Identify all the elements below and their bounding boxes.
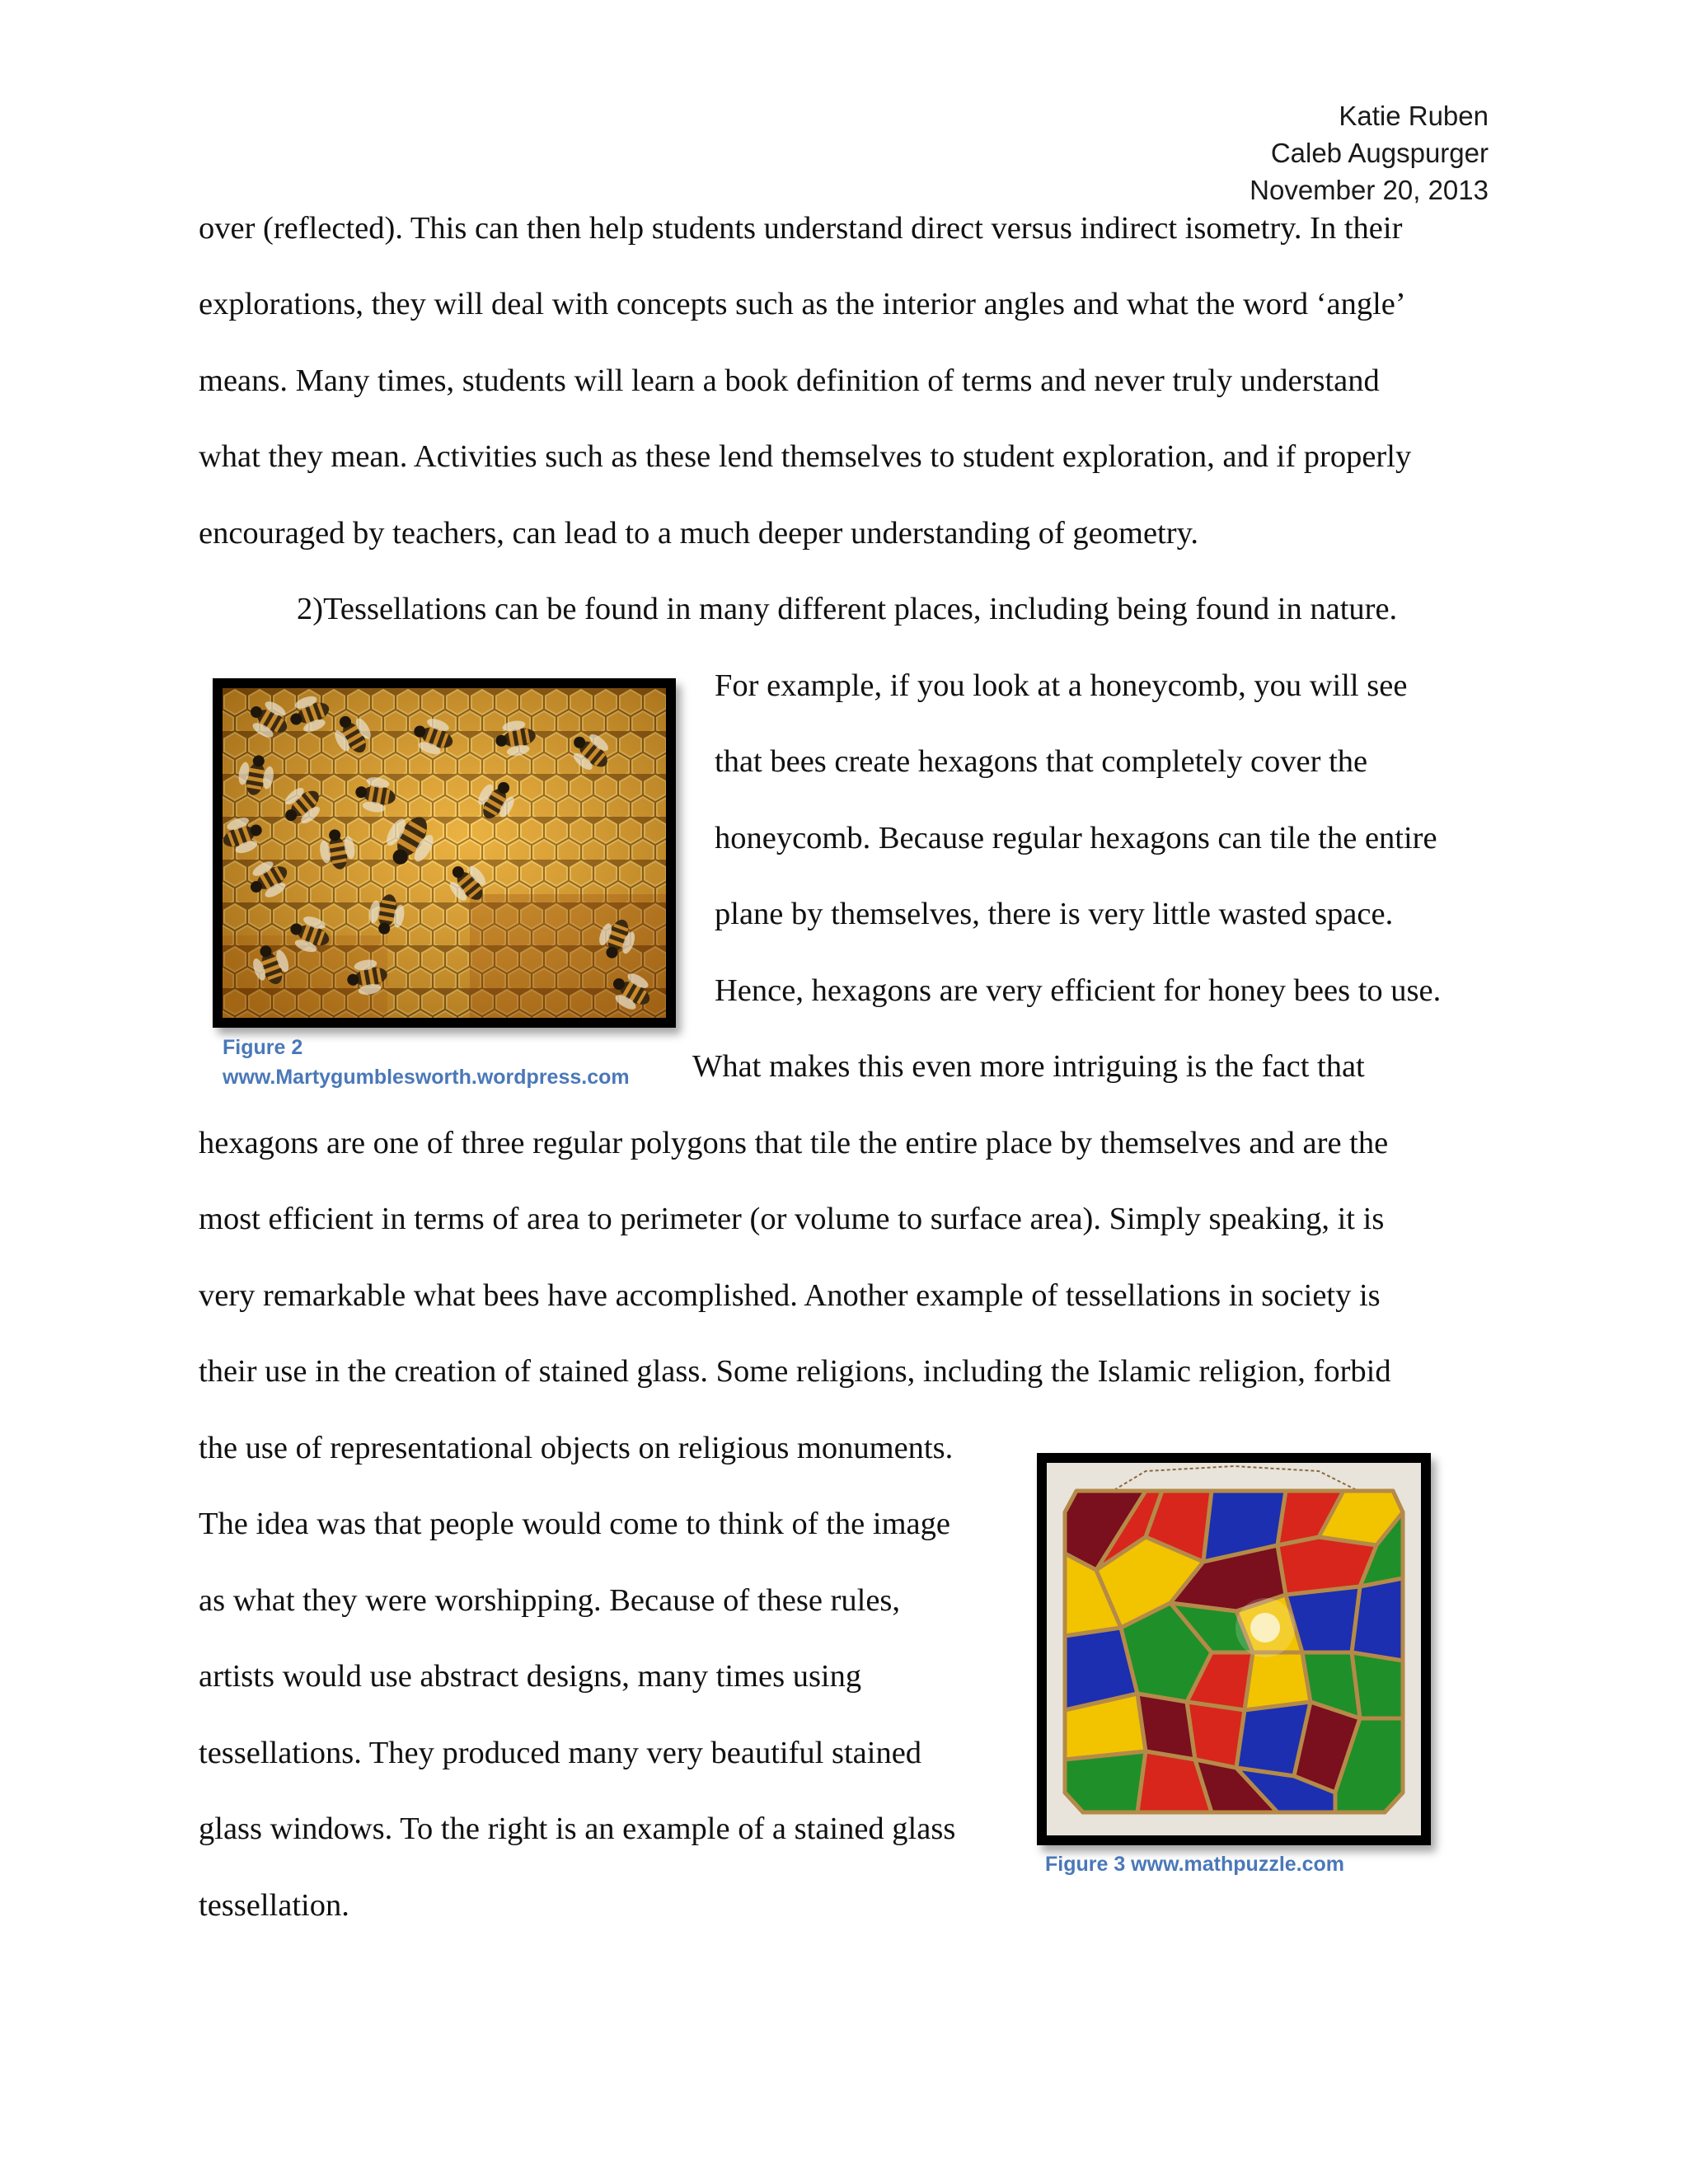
paragraph-line: plane by themselves, there is very little wasted space.: [715, 897, 1394, 931]
paragraph-line: explorations, they will deal with concepts such as the interior angles and what the word ‘angle’: [199, 287, 1406, 321]
paragraph-line: over (reflected). This can then help students understand direct versus indirect isometry. In their: [199, 211, 1403, 246]
figure-3-stained-glass-image: [1037, 1453, 1431, 1845]
paragraph-line: tessellations. They produced many very beautiful stained: [199, 1736, 922, 1770]
paragraph-line: what they mean. Activities such as these lend themselves to student exploration, and if properly: [199, 439, 1412, 474]
honeycomb-picture: [223, 688, 666, 1018]
paragraph-line: artists would use abstract designs, many times using: [199, 1659, 862, 1694]
paragraph-line: 2)Tessellations can be found in many different places, including being found in nature.: [297, 592, 1398, 626]
document-date: November 20, 2013: [1250, 175, 1489, 205]
paragraph-line: The idea was that people would come to think of the image: [199, 1507, 950, 1541]
paragraph-line: glass windows. To the right is an example of a stained glass: [199, 1811, 956, 1846]
author-name-2: Caleb Augspurger: [1270, 138, 1489, 168]
figure-2-honeycomb-image: [213, 678, 676, 1028]
paragraph-line: very remarkable what bees have accomplished. Another example of tessellations in society is: [199, 1278, 1381, 1313]
paragraph-line: hexagons are one of three regular polygons that tile the entire place by themselves and are the: [199, 1126, 1389, 1160]
author-name-1: Katie Ruben: [1339, 101, 1489, 131]
figure-2-source: www.Martygumblesworth.wordpress.com: [223, 1066, 630, 1089]
figure-2-label: Figure 2: [223, 1036, 303, 1059]
stained-glass-picture: [1047, 1463, 1421, 1835]
paragraph-line: Hence, hexagons are very efficient for honey bees to use.: [715, 973, 1442, 1008]
paragraph-line: encouraged by teachers, can lead to a much deeper understanding of geometry.: [199, 516, 1198, 551]
figure-3-caption: Figure 3 www.mathpuzzle.com: [1045, 1853, 1345, 1876]
paragraph-line: the use of representational objects on religious monuments.: [199, 1431, 954, 1465]
paragraph-line: as what they were worshipping. Because of these rules,: [199, 1583, 901, 1618]
paragraph-line: that bees create hexagons that completely cover the: [715, 744, 1368, 779]
paragraph-line: For example, if you look at a honeycomb, you will see: [715, 668, 1408, 703]
document-header: [1250, 97, 1489, 209]
paragraph-line: their use in the creation of stained glass. Some religions, including the Islamic religion, forbid: [199, 1354, 1391, 1389]
paragraph-line: most efficient in terms of area to perimeter (or volume to surface area). Simply speaking, it is: [199, 1202, 1385, 1236]
paragraph-line: What makes this even more intriguing is the fact that: [692, 1049, 1365, 1084]
paragraph-line: honeycomb. Because regular hexagons can tile the entire: [715, 821, 1437, 855]
paragraph-line: means. Many times, students will learn a book definition of terms and never truly understand: [199, 363, 1380, 398]
paragraph-line: tessellation.: [199, 1888, 349, 1923]
